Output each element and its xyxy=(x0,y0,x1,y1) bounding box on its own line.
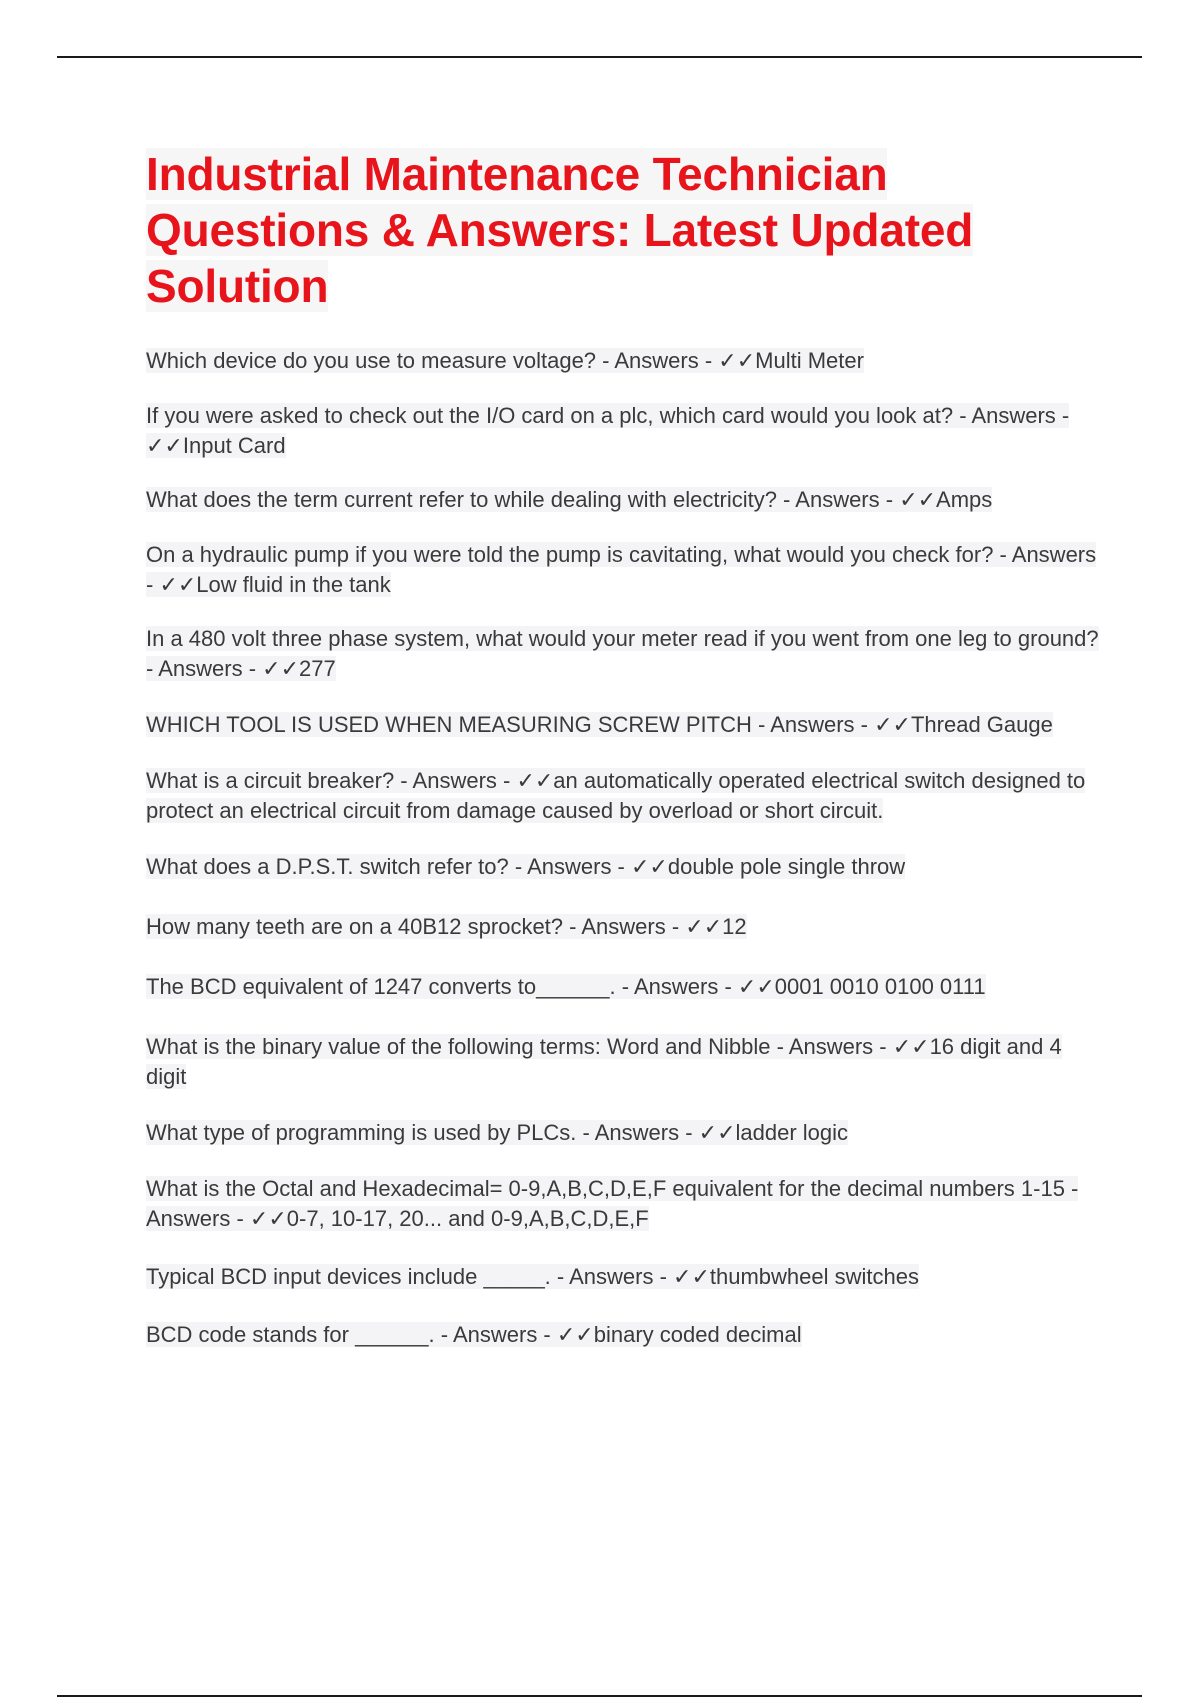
qa-item xyxy=(146,912,1101,942)
qa-text: What is a circuit breaker? - Answers - ✓✓an automatically operated electrical switch designed to protect an electrical circuit from damage caused by overload or short circuit. xyxy=(146,768,1086,823)
qa-text: How many teeth are on a 40B12 sprocket? - Answers - ✓✓12 xyxy=(146,914,747,939)
qa-text: If you were asked to check out the I/O card on a plc, which card would you look at? - Answers - ✓✓Input Card xyxy=(146,403,1070,458)
qa-item xyxy=(146,346,1101,376)
qa-item xyxy=(146,852,1101,882)
bottom-rule xyxy=(57,1695,1142,1697)
qa-item xyxy=(146,1118,1101,1148)
qa-text: What is the binary value of the following terms: Word and Nibble - Answers - ✓✓16 digit and 4 digit xyxy=(146,1034,1062,1089)
qa-text: On a hydraulic pump if you were told the pump is cavitating, what would you check for? - Answers - ✓✓Low fluid in the tank xyxy=(146,542,1097,597)
qa-text: In a 480 volt three phase system, what would your meter read if you went from one leg to ground? - Answers - ✓✓277 xyxy=(146,626,1099,681)
qa-text: Typical BCD input devices include _____. - Answers - ✓✓thumbwheel switches xyxy=(146,1264,919,1289)
qa-item xyxy=(146,485,1101,515)
top-rule xyxy=(57,56,1142,58)
qa-item xyxy=(146,624,1101,684)
document-title: Industrial Maintenance Technician Questions & Answers: Latest Updated Solution xyxy=(146,148,974,312)
qa-text: WHICH TOOL IS USED WHEN MEASURING SCREW PITCH - Answers - ✓✓Thread Gauge xyxy=(146,712,1053,737)
qa-item xyxy=(146,401,1101,461)
qa-item xyxy=(146,972,1101,1002)
qa-list xyxy=(146,346,1101,1350)
qa-text: What does a D.P.S.T. switch refer to? - Answers - ✓✓double pole single throw xyxy=(146,854,906,879)
document-content xyxy=(146,146,1101,1350)
qa-text: Which device do you use to measure voltage? - Answers - ✓✓Multi Meter xyxy=(146,348,864,373)
qa-text: What type of programming is used by PLCs. - Answers - ✓✓ladder logic xyxy=(146,1120,849,1145)
qa-text: BCD code stands for ______. - Answers - ✓✓binary coded decimal xyxy=(146,1322,802,1347)
qa-text: What is the Octal and Hexadecimal= 0-9,A,B,C,D,E,F equivalent for the decimal numbers 1-15 - Answers - ✓✓0-7, 10-17, 20... and 0-9,A,B,C,D,E,F xyxy=(146,1176,1079,1231)
qa-item xyxy=(146,1262,1101,1292)
title-block xyxy=(146,146,1101,314)
qa-text: What does the term current refer to while dealing with electricity? - Answers - ✓✓Amps xyxy=(146,487,993,512)
qa-text: The BCD equivalent of 1247 converts to______. - Answers - ✓✓0001 0010 0100 0111 xyxy=(146,974,986,999)
qa-item xyxy=(146,710,1101,740)
qa-item xyxy=(146,540,1101,600)
qa-item xyxy=(146,1032,1101,1092)
qa-item xyxy=(146,1174,1101,1234)
qa-item xyxy=(146,1320,1101,1350)
qa-item xyxy=(146,766,1101,826)
